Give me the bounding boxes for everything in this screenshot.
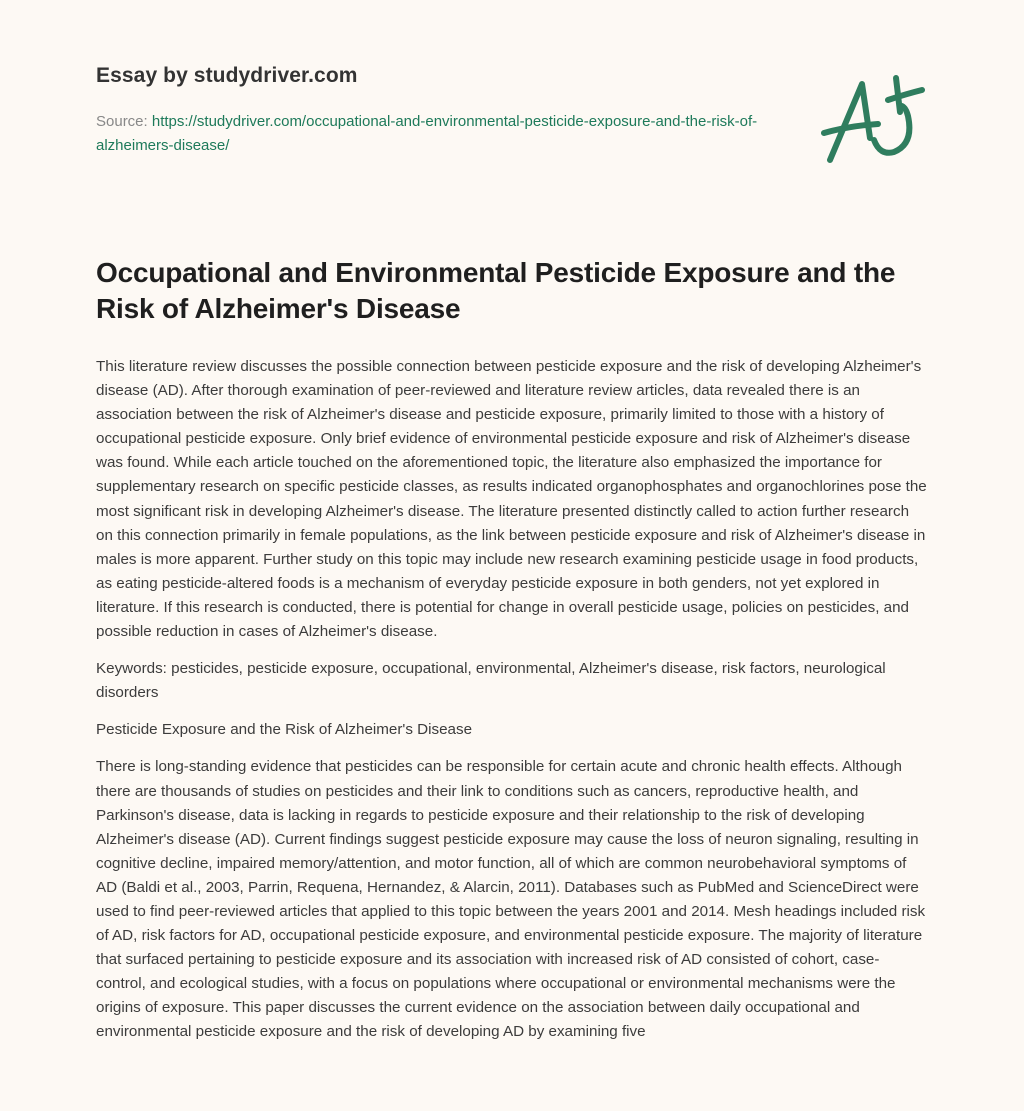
site-title: Essay by studydriver.com — [96, 64, 358, 87]
section-heading: Pesticide Exposure and the Risk of Alzheimer's Disease — [96, 721, 473, 739]
a-plus-grade-icon — [818, 38, 928, 168]
source-link[interactable]: https://studydriver.com/occupational-and-environmental-pesticide-exposure-and-the-risk-of-alzheimers-disease/ — [96, 113, 758, 154]
essay-page — [96, 0, 928, 1041]
source-line — [96, 110, 796, 158]
page-title: Occupational and Environmental Pesticide Exposure and the Risk of Alzheimer's Disease — [96, 257, 896, 324]
page-header — [96, 0, 928, 230]
intro-paragraph: There is long-standing evidence that pesticides can be responsible for certain acute and chronic health effects. Although there are thousands of studies on pesticides and their link to conditions such as cancers, reproductive health, and Parkinson's disease, data is lacking in regards to pesticide exposure and their relationship to the risk of developing Alzheimer's disease (AD). Current findings suggest pesticide exposure may cause the loss of neuron signaling, resulting in cognitive decline, impaired memory/attention, and motor function, all of which are common neurobehavioral symptoms of AD (Baldi et al., 2003, Parrin, Requena, Hernandez, & Alarcin, 2011). Databases such as PubMed and ScienceDirect were used to find peer-reviewed articles that applied to this topic between the years 2001 and 2014. Mesh headings included risk of AD, risk factors for AD, occupational pesticide exposure, and environmental pesticide exposure. The majority of literature that surfaced pertaining to pesticide exposure and its association with increased risk of AD consisted of cohort, case-control, and ecological studies, with a focus on populations where occupational or environmental mechanisms were the origins of exposure. This paper discusses the current evidence on the association between daily occupational and environmental pesticide exposure and the risk of developing AD by examining five — [96, 758, 926, 1041]
keywords-paragraph: Keywords: pesticides, pesticide exposure, occupational, environmental, Alzheimer's disease, risk factors, neurological disorders — [96, 660, 886, 702]
article-body — [96, 355, 928, 1058]
abstract-paragraph: This literature review discusses the possible connection between pesticide exposure and the risk of developing Alzheimer's disease (AD). After thorough examination of peer-reviewed and literature review articles, data revealed there is an association between the risk of Alzheimer's disease and pesticide exposure, primarily limited to those with a history of occupational pesticide exposure. Only brief evidence of environmental pesticide exposure and risk of Alzheimer's disease was found. While each article touched on the aforementioned topic, the literature also emphasized the importance for supplementary research on specific pesticide classes, as results indicated organophosphates and organochlorines pose the most significant risk in developing Alzheimer's disease. The literature presented distinctly called to action further research on this connection primarily in female populations, as the link between pesticide exposure and risk of Alzheimer's disease in males is more apparent. Further study on this topic may include new research examining pesticide usage in food products, as eating pesticide-altered foods is a mechanism of everyday pesticide exposure in both genders, not yet explored in literature. If this research is conducted, there is potential for change in overall pesticide usage, policies on pesticides, and possible reduction in cases of Alzheimer's disease. — [96, 358, 927, 641]
source-label: Source: — [96, 113, 148, 130]
